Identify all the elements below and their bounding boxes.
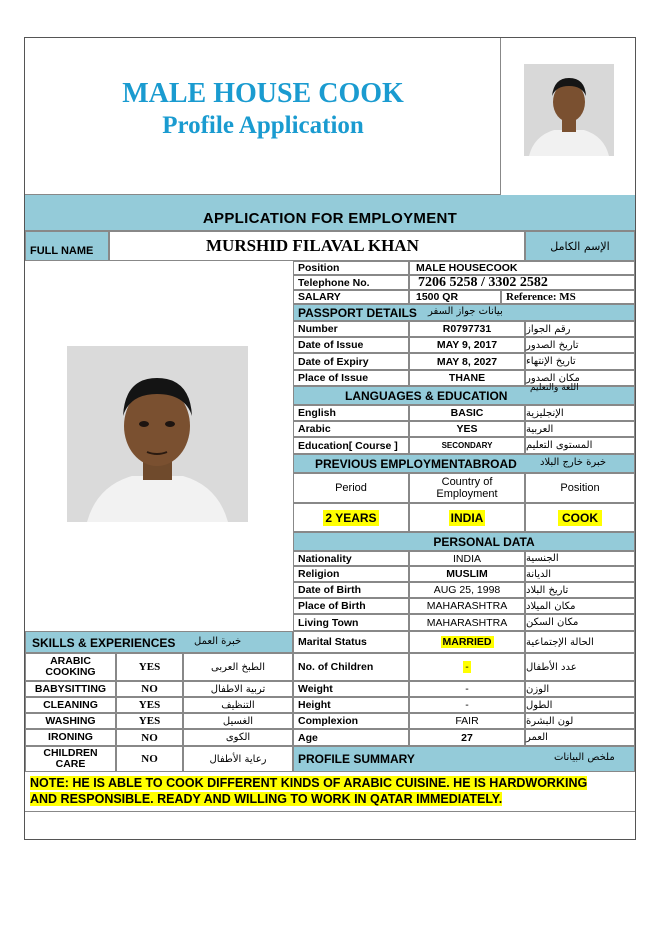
employment-header-label: PREVIOUS EMPLOYMENTABROAD	[315, 457, 517, 471]
profile-note	[25, 772, 635, 812]
banner-title: APPLICATION FOR EMPLOYMENT	[202, 210, 458, 227]
skill-row-label: ARABIC COOKING	[25, 653, 116, 681]
personal-row-value: MAHARASHTRA	[426, 600, 508, 612]
skill-row-label: CLEANING	[25, 697, 116, 713]
personal-row-value: -	[465, 683, 469, 695]
full-name-value: MURSHID FILAVAL KHAN	[109, 231, 525, 261]
personal-row-label: Weight	[293, 681, 409, 697]
page-subtitle: Profile Application	[162, 112, 364, 139]
note-line-2: AND RESPONSIBLE. READY AND WILLING TO WORK IN QATAR IMMEDIATELY.	[30, 792, 503, 806]
passport-row-label: Date of Expiry	[293, 353, 409, 370]
employment-position-cell	[525, 503, 635, 532]
passport-header	[293, 304, 635, 321]
personal-row-value-cell	[409, 631, 525, 653]
personal-row-label: Religion	[293, 566, 409, 582]
note-line-1: NOTE: HE IS ABLE TO COOK DIFFERENT KINDS OF ARABIC CUISINE. HE IS HARDWORKING	[30, 776, 588, 790]
employment-period: 2 YEARS	[325, 510, 377, 525]
full-name-label: FULL NAME	[25, 231, 109, 261]
skill-row-value: YES	[116, 713, 183, 729]
salary-value: 1500 QR	[409, 290, 501, 304]
language-row-value-cell	[409, 421, 525, 437]
language-row-label-ar: المستوى التعليم	[525, 437, 635, 454]
passport-row-label-ar: مكان الصدور	[525, 370, 635, 386]
skill-row-label-ar: رعاية الأطفال	[183, 746, 293, 772]
employment-col-period: Period	[293, 473, 409, 503]
personal-row-label: Height	[293, 697, 409, 713]
languages-header-label-ar: اللغة والتعليم	[530, 383, 579, 393]
language-row-value: YES	[456, 423, 478, 435]
passport-row-value-cell	[409, 321, 525, 337]
language-row-label: Arabic	[293, 421, 409, 437]
skill-row-label: WASHING	[25, 713, 116, 729]
personal-row-label: No. of Children	[293, 653, 409, 681]
language-row-value: SECONDARY	[441, 441, 493, 450]
personal-row-label-ar: مكان الميلاد	[525, 598, 635, 614]
profile-summary-label-ar: ملخص البيانات	[554, 752, 615, 763]
personal-row-value: MARRIED	[442, 636, 492, 648]
skill-row-value: YES	[116, 697, 183, 713]
personal-row-value-cell	[409, 566, 525, 582]
passport-row-label-ar: تاريخ الإنتهاء	[525, 353, 635, 370]
applicant-photo-small	[524, 64, 614, 156]
languages-header-label: LANGUAGES & EDUCATION	[345, 389, 508, 403]
personal-row-label-ar: الحالة الإجتماعية	[525, 631, 635, 653]
personal-row-label: Nationality	[293, 551, 409, 566]
personal-row-value: AUG 25, 1998	[433, 584, 501, 596]
skill-row-label: BABYSITTING	[25, 681, 116, 697]
passport-row-value-cell	[409, 370, 525, 386]
position-label: Position	[293, 261, 409, 275]
skill-row-label: IRONING	[25, 729, 116, 746]
position-value: MALE HOUSECOOK	[409, 261, 635, 275]
language-row-label: English	[293, 405, 409, 421]
passport-header-label-ar: بيانات جواز السفر	[428, 306, 503, 317]
employment-period-cell	[293, 503, 409, 532]
personal-row-value: MAHARASHTRA	[426, 616, 508, 629]
employment-col-country: Country of Employment	[409, 473, 525, 503]
title-block	[25, 38, 501, 195]
passport-header-label: PASSPORT DETAILS	[298, 306, 417, 320]
personal-header: PERSONAL DATA	[293, 532, 635, 551]
passport-row-value: MAY 8, 2027	[436, 355, 498, 368]
reference-value: Reference: MS	[501, 290, 635, 304]
applicant-photo	[67, 346, 248, 522]
personal-row-label-ar: الطول	[525, 697, 635, 713]
languages-header	[293, 383, 635, 405]
skills-header-label-ar: خبرة العمل	[194, 636, 242, 647]
personal-row-value: FAIR	[455, 715, 479, 727]
personal-row-value-cell	[409, 681, 525, 697]
telephone-value: 7206 5258 / 3302 2582	[409, 275, 635, 290]
skill-row-value: NO	[116, 681, 183, 697]
language-row-value-cell	[409, 405, 525, 421]
skill-row-label: CHILDREN CARE	[25, 746, 116, 772]
personal-row-value-cell	[409, 614, 525, 631]
skill-row-value: YES	[116, 653, 183, 681]
language-row-label: Education[ Course ]	[293, 437, 409, 454]
skills-header	[25, 631, 293, 653]
passport-row-value-cell	[409, 353, 525, 370]
profile-summary-header	[293, 746, 635, 772]
employment-country-cell	[409, 503, 525, 532]
personal-row-value-cell	[409, 697, 525, 713]
personal-row-value: -	[465, 699, 469, 711]
skill-row-value: NO	[116, 729, 183, 746]
personal-row-label-ar: الوزن	[525, 681, 635, 697]
personal-row-value-cell	[409, 582, 525, 598]
personal-row-label-ar: مكان السكن	[525, 614, 635, 631]
skill-row-label-ar: الطبخ العربى	[183, 653, 293, 681]
skill-row-label-ar: تربية الاطفال	[183, 681, 293, 697]
personal-row-value: INDIA	[452, 552, 481, 565]
employment-country: INDIA	[450, 510, 484, 525]
personal-row-value: -	[465, 661, 469, 673]
personal-row-label-ar: عدد الأطفال	[525, 653, 635, 681]
skill-row-value: NO	[116, 746, 183, 772]
passport-row-label-ar: رقم الجواز	[525, 321, 635, 337]
employment-header-label-ar: خبرة خارج البلاد	[540, 457, 607, 468]
passport-row-label-ar: تاريخ الصدور	[525, 337, 635, 353]
personal-row-label: Place of Birth	[293, 598, 409, 614]
language-row-label-ar: العربية	[525, 421, 635, 437]
language-row-value: BASIC	[450, 407, 484, 419]
personal-row-label: Age	[293, 729, 409, 746]
passport-row-value: THANE	[448, 372, 486, 384]
personal-row-label: Complexion	[293, 713, 409, 729]
personal-row-label: Marital Status	[293, 631, 409, 653]
personal-row-label: Living Town	[293, 614, 409, 631]
skill-row-label-ar: التنظيف	[183, 697, 293, 713]
personal-row-value-cell	[409, 551, 525, 566]
personal-row-value: MUSLIM	[446, 568, 488, 580]
application-banner	[25, 195, 635, 231]
skill-row-label-ar: الكوى	[183, 729, 293, 746]
personal-row-label-ar: لون البشرة	[525, 713, 635, 729]
passport-row-label: Number	[293, 321, 409, 337]
salary-label: SALARY	[293, 290, 409, 304]
passport-row-value: R0797731	[442, 323, 492, 335]
personal-row-label-ar: الديانة	[525, 566, 635, 582]
passport-row-label: Place of Issue	[293, 370, 409, 386]
employment-header	[293, 454, 635, 473]
full-name-label-ar: الإسم الكامل	[525, 231, 635, 261]
skills-header-label: SKILLS & EXPERIENCES	[32, 636, 176, 650]
personal-row-label-ar: الجنسية	[525, 551, 635, 566]
language-row-value-cell	[409, 437, 525, 454]
personal-row-value-cell	[409, 729, 525, 746]
personal-row-label: Date of Birth	[293, 582, 409, 598]
language-row-label-ar: الإنجليزية	[525, 405, 635, 421]
page-title: MALE HOUSE COOK	[122, 78, 404, 109]
personal-row-value: 27	[461, 731, 473, 744]
passport-row-label: Date of Issue	[293, 337, 409, 353]
employment-position: COOK	[558, 510, 602, 526]
employment-col-position: Position	[525, 473, 635, 503]
telephone-label: Telephone No.	[293, 275, 409, 290]
personal-row-label-ar: العمر	[525, 729, 635, 746]
profile-summary-label: PROFILE SUMMARY	[298, 752, 415, 766]
skill-row-label-ar: الغسيل	[183, 713, 293, 729]
personal-row-value-cell	[409, 713, 525, 729]
personal-row-value-cell	[409, 598, 525, 614]
personal-row-value-cell	[409, 653, 525, 681]
passport-row-value-cell	[409, 337, 525, 353]
personal-row-label-ar: تاريخ البلاد	[525, 582, 635, 598]
passport-row-value: MAY 9, 2017	[436, 339, 498, 351]
